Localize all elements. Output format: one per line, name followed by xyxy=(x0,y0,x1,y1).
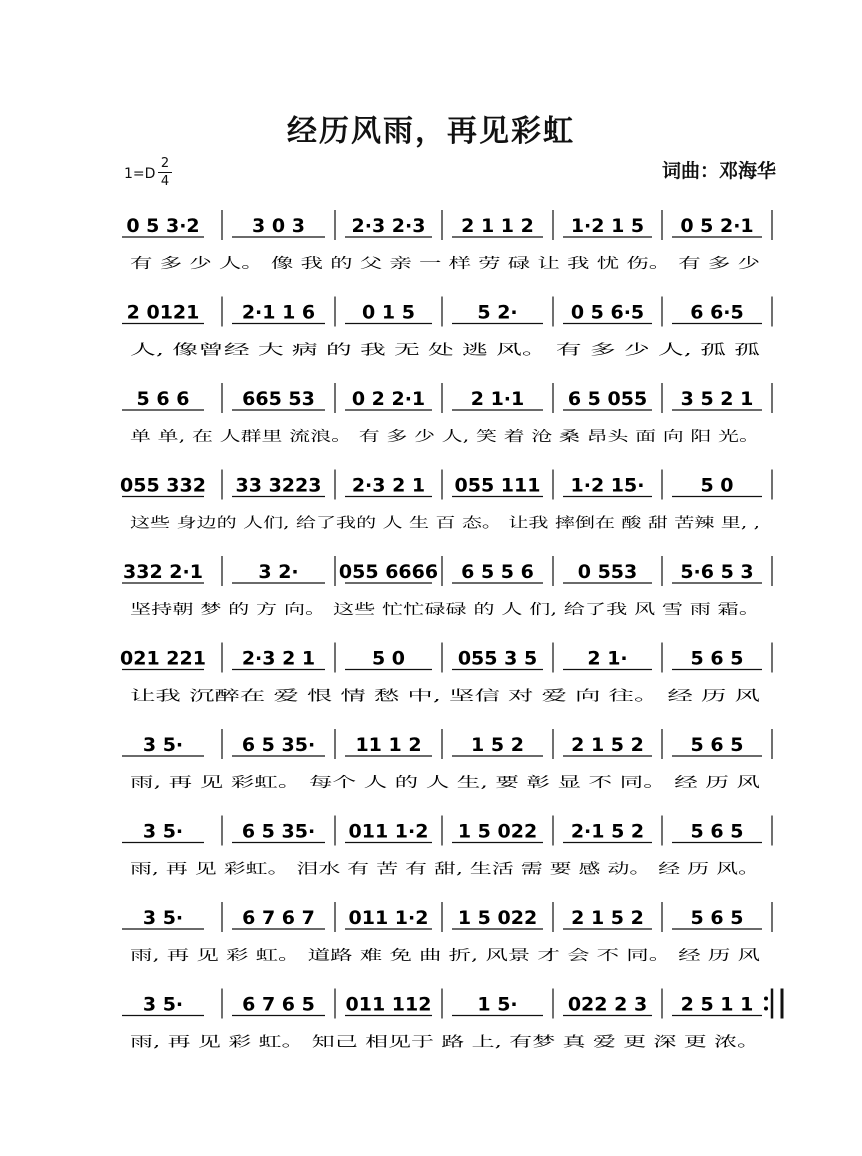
measure-notes: 055 111 xyxy=(454,474,541,497)
measure-notes: 5 0 xyxy=(700,474,734,497)
measure-notes: 2·3 2 1 xyxy=(351,474,426,497)
key-signature: 1=D xyxy=(124,166,156,182)
measure-notes: 2 1 5 2 xyxy=(571,907,644,929)
lyric-line: 这些 身边的 人们, 给了我的 人 生 百 态。 让我 摔倒在 酸 甜 苦辣 里, , xyxy=(130,515,570,532)
measure-notes: 2·3 2 1 xyxy=(241,647,316,670)
measure-notes: 6 5 35· xyxy=(241,734,316,756)
measure-notes: 2·1 1 6 xyxy=(241,301,316,324)
measure-notes: 011 1·2 xyxy=(348,907,429,929)
measure-notes: 33 3223 xyxy=(235,474,322,497)
song-title: 经历风雨，再见彩虹 xyxy=(287,114,575,149)
measure-notes: 055 6666 xyxy=(338,561,439,583)
composer-credit: 词曲：邓海华 xyxy=(661,160,776,182)
measure-notes: 011 1·2 xyxy=(348,820,429,843)
measure-notes: 6 5 055 xyxy=(567,388,648,410)
measure-notes: 0 553 xyxy=(577,561,638,583)
measure-notes: 2·3 2·3 xyxy=(351,215,426,237)
lyric-line: 雨, 再 见 彩 虹。 知己 相见于 路 上, 有梦 真 爱 更 深 更 浓。 xyxy=(130,1034,514,1051)
measure-notes: 0 5 3·2 xyxy=(126,215,200,237)
repeat-dot xyxy=(764,1007,768,1011)
measure-notes: 3 5· xyxy=(142,820,184,843)
measure-notes: 1·2 1 5 xyxy=(570,215,645,237)
measure-notes: 055 3 5 xyxy=(457,647,538,670)
measure-notes: 6 5 35· xyxy=(241,820,316,843)
measure-notes: 3 5 2 1 xyxy=(680,388,754,410)
measure-notes: 6 6·5 xyxy=(690,301,744,324)
measure-notes: 1 5 2 xyxy=(471,734,524,756)
measure-notes: 1 5· xyxy=(477,993,518,1016)
measure-notes: 022 2 3 xyxy=(567,993,648,1016)
measure-notes: 1 5 022 xyxy=(457,907,538,929)
lyric-line: 雨, 再 见 彩虹。 每个 人 的 人 生, 要 彰 显 不 同。 经 历 风 xyxy=(130,775,505,791)
measure-notes: 2 1· xyxy=(587,647,628,670)
measure-notes: 3 0 3 xyxy=(252,215,305,237)
measure-notes: 3 5· xyxy=(142,907,184,929)
measure-notes: 5·6 5 3 xyxy=(680,561,754,583)
measure-notes: 0 5 2·1 xyxy=(680,215,754,237)
measure-notes: 332 2·1 xyxy=(123,561,203,583)
lyric-line: 雨, 再 见 彩 虹。 道路 难 免 曲 折, 风景 才 会 不 同。 经 历 风 xyxy=(130,948,523,964)
measure-notes: 3 5· xyxy=(142,734,184,756)
measure-notes: 021 221 xyxy=(120,647,206,670)
measure-notes: 3 2· xyxy=(258,561,299,583)
measure-notes: 1 5 022 xyxy=(457,820,538,843)
measure-notes: 6 7 6 5 xyxy=(242,993,315,1016)
measure-notes: 2 1 5 2 xyxy=(571,734,644,756)
measure-notes: 11 1 2 xyxy=(355,734,422,756)
measure-notes: 5 6 6 xyxy=(136,388,190,410)
measure-notes: 2 1 1 2 xyxy=(461,215,534,237)
measure-notes: 0 5 6·5 xyxy=(570,301,645,324)
lyric-line: 雨, 再 见 彩虹。 泪水 有 苦 有 甜, 生活 需 要 感 动。 经 历 风。 xyxy=(130,861,533,878)
measure-notes: 5 6 5 xyxy=(690,820,744,843)
measure-notes: 0 2 2·1 xyxy=(351,388,426,410)
measure-notes: 2 0121 xyxy=(126,301,200,324)
lyric-line: 单 单, 在 人群里 流浪。 有 多 少 人, 笑 着 沧 桑 昂头 面 向 阳 光。 xyxy=(130,429,551,445)
measure-notes: 055 332 xyxy=(120,474,206,497)
lyric-line: 坚持朝 梦 的 方 向。 这些 忙忙碌碌 的 人 们, 给了我 风 雪 雨 霜。 xyxy=(130,602,547,618)
lyric-line: 有 多 少 人。 像 我 的 父 亲 一 样 劳 碌 让 我 忧 伤。 有 多 少 xyxy=(130,256,523,272)
lyric-line: 让我 沉醉在 爱 恨 情 愁 中, 坚信 对 爱 向 往。 经 历 风 xyxy=(130,688,477,705)
measure-notes: 2 5 1 1 xyxy=(680,993,754,1016)
meter-denominator: 4 xyxy=(160,174,170,189)
measure-notes: 665 53 xyxy=(242,388,315,410)
measure-notes: 6 5 5 6 xyxy=(461,561,534,583)
measure-notes: 0 1 5 xyxy=(362,301,415,324)
repeat-dot xyxy=(764,997,768,1001)
measure-notes: 5 0 xyxy=(371,647,406,670)
measure-notes: 5 2· xyxy=(477,301,518,324)
lyric-line: 人, 像曾经 大 病 的 我 无 处 逃 风。 有 多 少 人, 孤 孤 xyxy=(130,342,472,359)
measure-notes: 5 6 5 xyxy=(690,734,744,756)
measure-notes: 5 6 5 xyxy=(690,907,744,929)
measure-notes: 2·1 5 2 xyxy=(570,820,645,843)
measure-notes: 011 112 xyxy=(345,993,432,1016)
measure-notes: 3 5· xyxy=(142,993,184,1016)
meter-numerator: 2 xyxy=(160,156,170,171)
measure-notes: 2 1·1 xyxy=(470,388,525,410)
measure-notes: 5 6 5 xyxy=(690,647,744,670)
measure-notes: 6 7 6 7 xyxy=(242,907,315,929)
measure-notes: 1·2 15· xyxy=(570,474,645,497)
